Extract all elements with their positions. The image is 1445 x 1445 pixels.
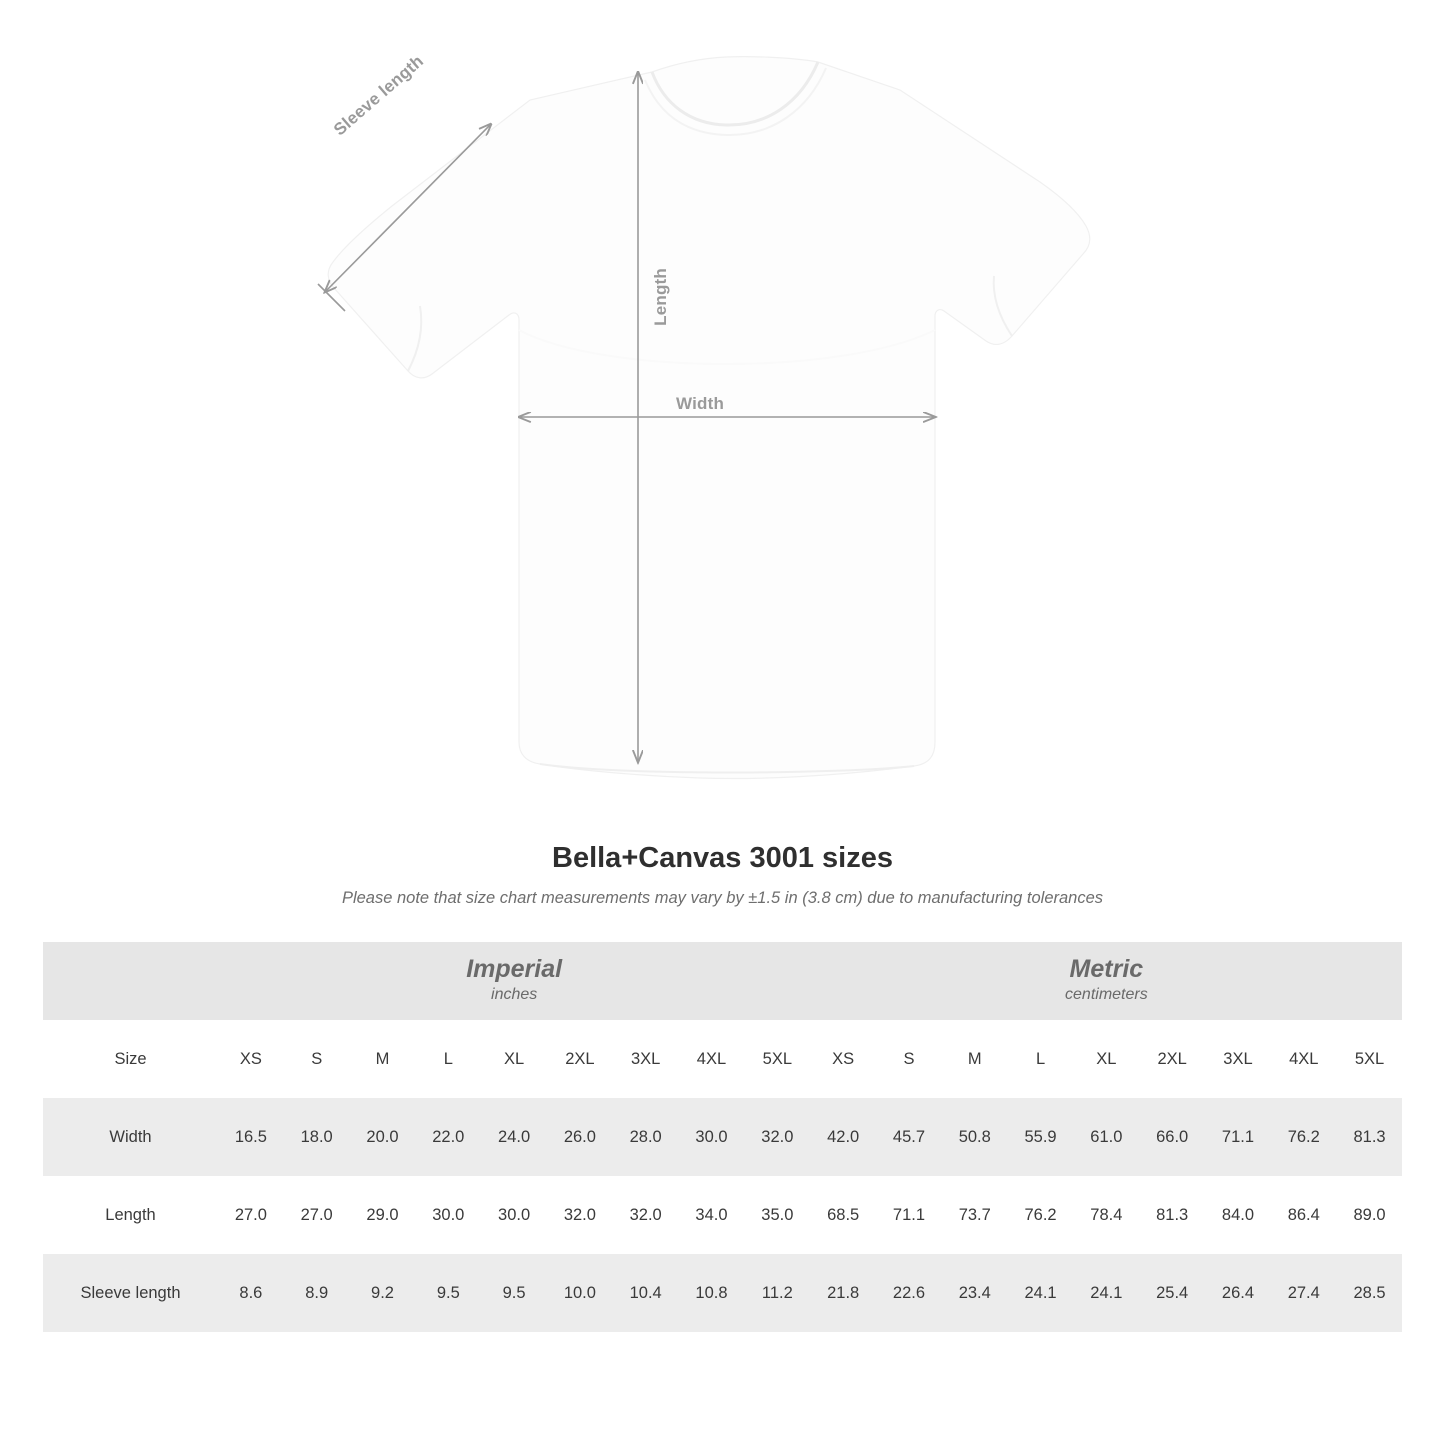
cell-length-imp-m: 29.0	[350, 1176, 416, 1254]
cell-sleeve-imp-s: 8.9	[284, 1254, 350, 1332]
size-col-met-xs: XS	[810, 1020, 876, 1098]
cell-length-met-m: 73.7	[942, 1176, 1008, 1254]
cell-width-met-m: 50.8	[942, 1098, 1008, 1176]
size-col-met-l: L	[1008, 1020, 1074, 1098]
cell-sleeve-imp-xl: 9.5	[481, 1254, 547, 1332]
size-col-met-4xl: 4XL	[1271, 1020, 1337, 1098]
cell-sleeve-met-2xl: 25.4	[1139, 1254, 1205, 1332]
cell-length-imp-4xl: 34.0	[679, 1176, 745, 1254]
cell-sleeve-met-xs: 21.8	[810, 1254, 876, 1332]
cell-length-met-xs: 68.5	[810, 1176, 876, 1254]
size-col-met-xl: XL	[1073, 1020, 1139, 1098]
cell-sleeve-imp-2xl: 10.0	[547, 1254, 613, 1332]
tolerance-note: Please note that size chart measurements may vary by ±1.5 in (3.8 cm) due to manufacturing tolerances	[341, 889, 1104, 907]
cell-width-met-xl: 61.0	[1073, 1098, 1139, 1176]
cell-width-imp-4xl: 30.0	[679, 1098, 745, 1176]
unit-metric-title: Metric	[1069, 954, 1144, 983]
cell-width-imp-l: 22.0	[415, 1098, 481, 1176]
cell-width-met-5xl: 81.3	[1337, 1098, 1403, 1176]
cell-width-met-s: 45.7	[876, 1098, 942, 1176]
cell-width-imp-2xl: 26.0	[547, 1098, 613, 1176]
unit-header-row	[43, 942, 1402, 1020]
table-row	[43, 1176, 1402, 1254]
size-col-imp-2xl: 2XL	[547, 1020, 613, 1098]
cell-length-met-3xl: 84.0	[1205, 1176, 1271, 1254]
unit-group-metric	[810, 942, 1402, 1020]
size-col-imp-s: S	[284, 1020, 350, 1098]
cell-width-imp-xs: 16.5	[218, 1098, 284, 1176]
cell-length-imp-xl: 30.0	[481, 1176, 547, 1254]
cell-sleeve-imp-m: 9.2	[350, 1254, 416, 1332]
table-row	[43, 1254, 1402, 1332]
row-label-length: Length	[43, 1176, 218, 1254]
cell-width-imp-5xl: 32.0	[744, 1098, 810, 1176]
cell-length-imp-5xl: 35.0	[744, 1176, 810, 1254]
unit-imperial-title: Imperial	[466, 954, 563, 983]
cell-sleeve-met-xl: 24.1	[1073, 1254, 1139, 1332]
unit-imperial-sub: inches	[491, 986, 538, 1004]
cell-sleeve-met-3xl: 26.4	[1205, 1254, 1271, 1332]
cell-length-met-l: 76.2	[1008, 1176, 1074, 1254]
size-header-label: Size	[43, 1020, 218, 1098]
title-block	[0, 842, 1445, 908]
length-label: Length	[651, 268, 670, 326]
cell-sleeve-met-4xl: 27.4	[1271, 1254, 1337, 1332]
size-table-wrap	[43, 942, 1402, 1332]
cell-width-imp-s: 18.0	[284, 1098, 350, 1176]
cell-length-imp-3xl: 32.0	[613, 1176, 679, 1254]
cell-width-met-2xl: 66.0	[1139, 1098, 1205, 1176]
cell-sleeve-imp-l: 9.5	[415, 1254, 481, 1332]
cell-width-met-3xl: 71.1	[1205, 1098, 1271, 1176]
cell-length-met-4xl: 86.4	[1271, 1176, 1337, 1254]
cell-sleeve-imp-3xl: 10.4	[613, 1254, 679, 1332]
unit-group-imperial	[218, 942, 810, 1020]
size-table	[43, 942, 1402, 1332]
cell-sleeve-imp-xs: 8.6	[218, 1254, 284, 1332]
cell-length-imp-2xl: 32.0	[547, 1176, 613, 1254]
size-col-imp-xl: XL	[481, 1020, 547, 1098]
cell-length-met-2xl: 81.3	[1139, 1176, 1205, 1254]
cell-sleeve-imp-4xl: 10.8	[679, 1254, 745, 1332]
cell-width-imp-m: 20.0	[350, 1098, 416, 1176]
cell-length-met-xl: 78.4	[1073, 1176, 1139, 1254]
cell-sleeve-met-m: 23.4	[942, 1254, 1008, 1332]
row-label-sleeve-length: Sleeve length	[43, 1254, 218, 1332]
cell-width-met-4xl: 76.2	[1271, 1098, 1337, 1176]
cell-length-imp-l: 30.0	[415, 1176, 481, 1254]
cell-width-met-xs: 42.0	[810, 1098, 876, 1176]
size-col-met-m: M	[942, 1020, 1008, 1098]
cell-sleeve-met-s: 22.6	[876, 1254, 942, 1332]
cell-sleeve-imp-5xl: 11.2	[744, 1254, 810, 1332]
size-header-row	[43, 1020, 1402, 1098]
cell-sleeve-met-5xl: 28.5	[1337, 1254, 1403, 1332]
table-row	[43, 1098, 1402, 1176]
cell-width-imp-xl: 24.0	[481, 1098, 547, 1176]
size-col-met-5xl: 5XL	[1337, 1020, 1403, 1098]
size-col-imp-l: L	[415, 1020, 481, 1098]
size-col-imp-3xl: 3XL	[613, 1020, 679, 1098]
cell-width-met-l: 55.9	[1008, 1098, 1074, 1176]
cell-length-imp-s: 27.0	[284, 1176, 350, 1254]
size-col-imp-xs: XS	[218, 1020, 284, 1098]
size-col-imp-m: M	[350, 1020, 416, 1098]
size-col-met-3xl: 3XL	[1205, 1020, 1271, 1098]
cell-width-imp-3xl: 28.0	[613, 1098, 679, 1176]
page-title: Bella+Canvas 3001 sizes	[552, 842, 893, 874]
unit-header-spacer	[43, 942, 218, 1020]
row-label-width: Width	[43, 1098, 218, 1176]
size-col-imp-4xl: 4XL	[679, 1020, 745, 1098]
unit-metric-sub: centimeters	[1065, 986, 1148, 1004]
cell-length-met-s: 71.1	[876, 1176, 942, 1254]
size-col-met-s: S	[876, 1020, 942, 1098]
cell-sleeve-met-l: 24.1	[1008, 1254, 1074, 1332]
size-col-met-2xl: 2XL	[1139, 1020, 1205, 1098]
width-label: Width	[676, 394, 725, 413]
cell-length-imp-xs: 27.0	[218, 1176, 284, 1254]
size-col-imp-5xl: 5XL	[744, 1020, 810, 1098]
cell-length-met-5xl: 89.0	[1337, 1176, 1403, 1254]
sleeve-length-label: Sleeve length	[330, 51, 428, 140]
